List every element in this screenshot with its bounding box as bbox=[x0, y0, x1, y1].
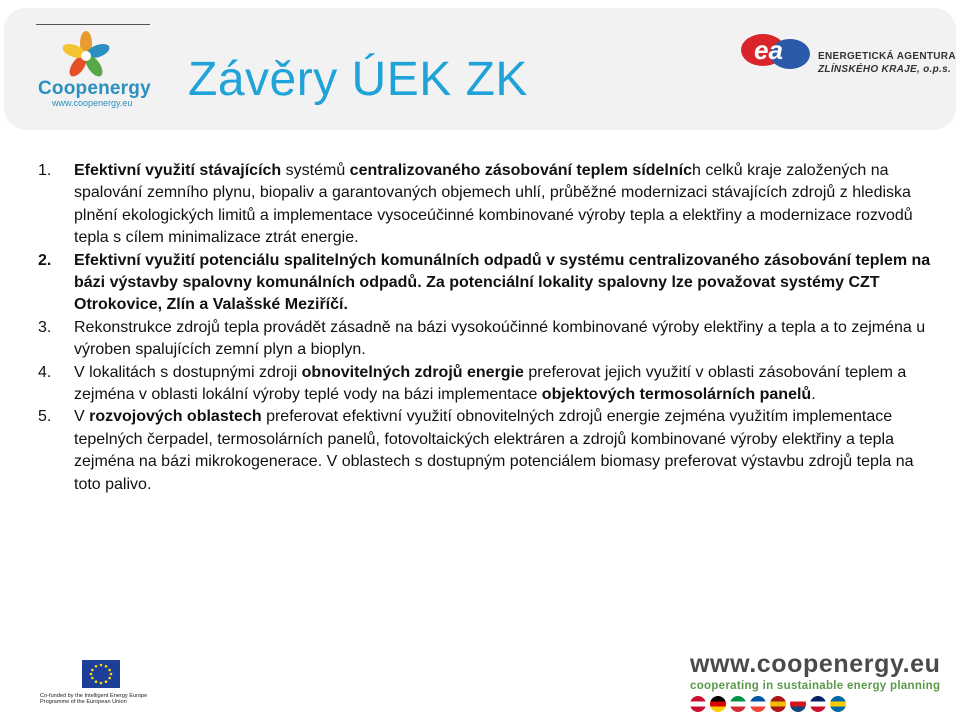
partner-flags bbox=[690, 696, 846, 714]
list-item bbox=[38, 160, 938, 250]
partner-flag-icon bbox=[770, 696, 786, 712]
ea-name-line1: ENERGETICKÁ AGENTURA bbox=[818, 51, 956, 62]
bold-text: rozvojových oblastech bbox=[89, 408, 262, 426]
item-text: V lokalitách s dostupnými zdroji bbox=[74, 363, 302, 381]
bold-text: Efektivní využití stávajících bbox=[74, 162, 282, 179]
footer-url[interactable]: www.coopenergy.eu bbox=[690, 650, 941, 678]
eu-flag-icon bbox=[82, 660, 120, 688]
partner-flag-icon bbox=[830, 696, 846, 712]
conclusions-list bbox=[38, 160, 938, 496]
ea-mark: ea bbox=[754, 35, 783, 65]
page-title: Závěry ÚEK ZK bbox=[188, 53, 528, 106]
partner-flag-icon bbox=[810, 696, 826, 712]
header-rule bbox=[36, 24, 150, 25]
coopenergy-name: Coopenergy bbox=[38, 78, 151, 99]
list-item bbox=[38, 250, 938, 317]
ea-logo bbox=[740, 28, 812, 74]
partner-flag-icon bbox=[750, 696, 766, 712]
partner-flag-icon bbox=[710, 696, 726, 712]
partner-flag-icon bbox=[690, 696, 706, 712]
item-text: V bbox=[74, 408, 90, 426]
partner-flag-icon bbox=[790, 696, 806, 712]
item-text: . bbox=[811, 386, 816, 404]
footer-tagline: cooperating in sustainable energy planning bbox=[690, 680, 941, 692]
partner-flag-icon bbox=[730, 696, 746, 712]
coopenergy-url: www.coopenergy.eu bbox=[52, 98, 133, 108]
item-text: Rekonstrukce zdrojů tepla provádět zásadně na bázi vysokoúčinné kombinované výroby elektřiny a tepla a to zejména u výroben spalujících zemní plyn a bioplyn. bbox=[74, 318, 926, 359]
eu-funding-text: Co-funded by the Intelligent Energy Europe Programme of the European Union bbox=[40, 693, 148, 706]
item-number: 2. bbox=[38, 251, 52, 269]
item-text: systémů bbox=[281, 162, 350, 179]
item-text: preferovat efektivní využití obnovitelných zdrojů energie zejména využitím implementace tepelných čerpadel, termosolárních panelů, fotovoltaických elektráren a zdrojů kombinované výroby elektřiny a tepla zejména na bázi mikrokogenerace. V oblastech s dostupným potenciálem biomasy preferovat výstavbu zdrojů tepla na toto palivo. bbox=[74, 408, 914, 493]
list-item bbox=[38, 317, 938, 362]
bold-text: objektových termosolárních panelů bbox=[541, 386, 812, 404]
bold-text: obnovitelných zdrojů energie bbox=[301, 363, 524, 381]
item-number: 5. bbox=[38, 408, 52, 426]
bold-text: centralizovaného zásobování teplem sídelníc bbox=[349, 162, 692, 179]
ea-name-line2: ZLÍNSKÉHO KRAJE, o.p.s. bbox=[818, 64, 952, 75]
item-text: h celků kraje založených na spalování zemního plynu, biopaliv a garantovaných objemech uhlí, průběžné modernizaci stávajících zdrojů z hlediska plnění ekologických limitů a implementace vysoceúčinné kombinované výroby tepla a elektřiny a modernizace rozvodů tepla s cílem minimalizace ztrát energie. bbox=[74, 162, 913, 247]
item-text: preferovat jejich využití v oblasti zásobování teplem a zejména v oblasti lokální výroby teplé vody na bázi implementace bbox=[74, 363, 907, 404]
list-item bbox=[38, 406, 938, 496]
list-item bbox=[38, 362, 938, 407]
item-number: 3. bbox=[38, 318, 52, 336]
item-number: 4. bbox=[38, 363, 52, 381]
bold-text: Efektivní využití potenciálu spalitelných komunálních odpadů v systému centralizovaného zásobování teplem na bázi výstavby spalovny komunálních odpadů. Za potenciální lokality spalovny lze považovat systémy CZT Otrokovice, Zlín a Valašské Meziříčí. bbox=[74, 251, 931, 314]
item-number: 1. bbox=[38, 162, 52, 179]
